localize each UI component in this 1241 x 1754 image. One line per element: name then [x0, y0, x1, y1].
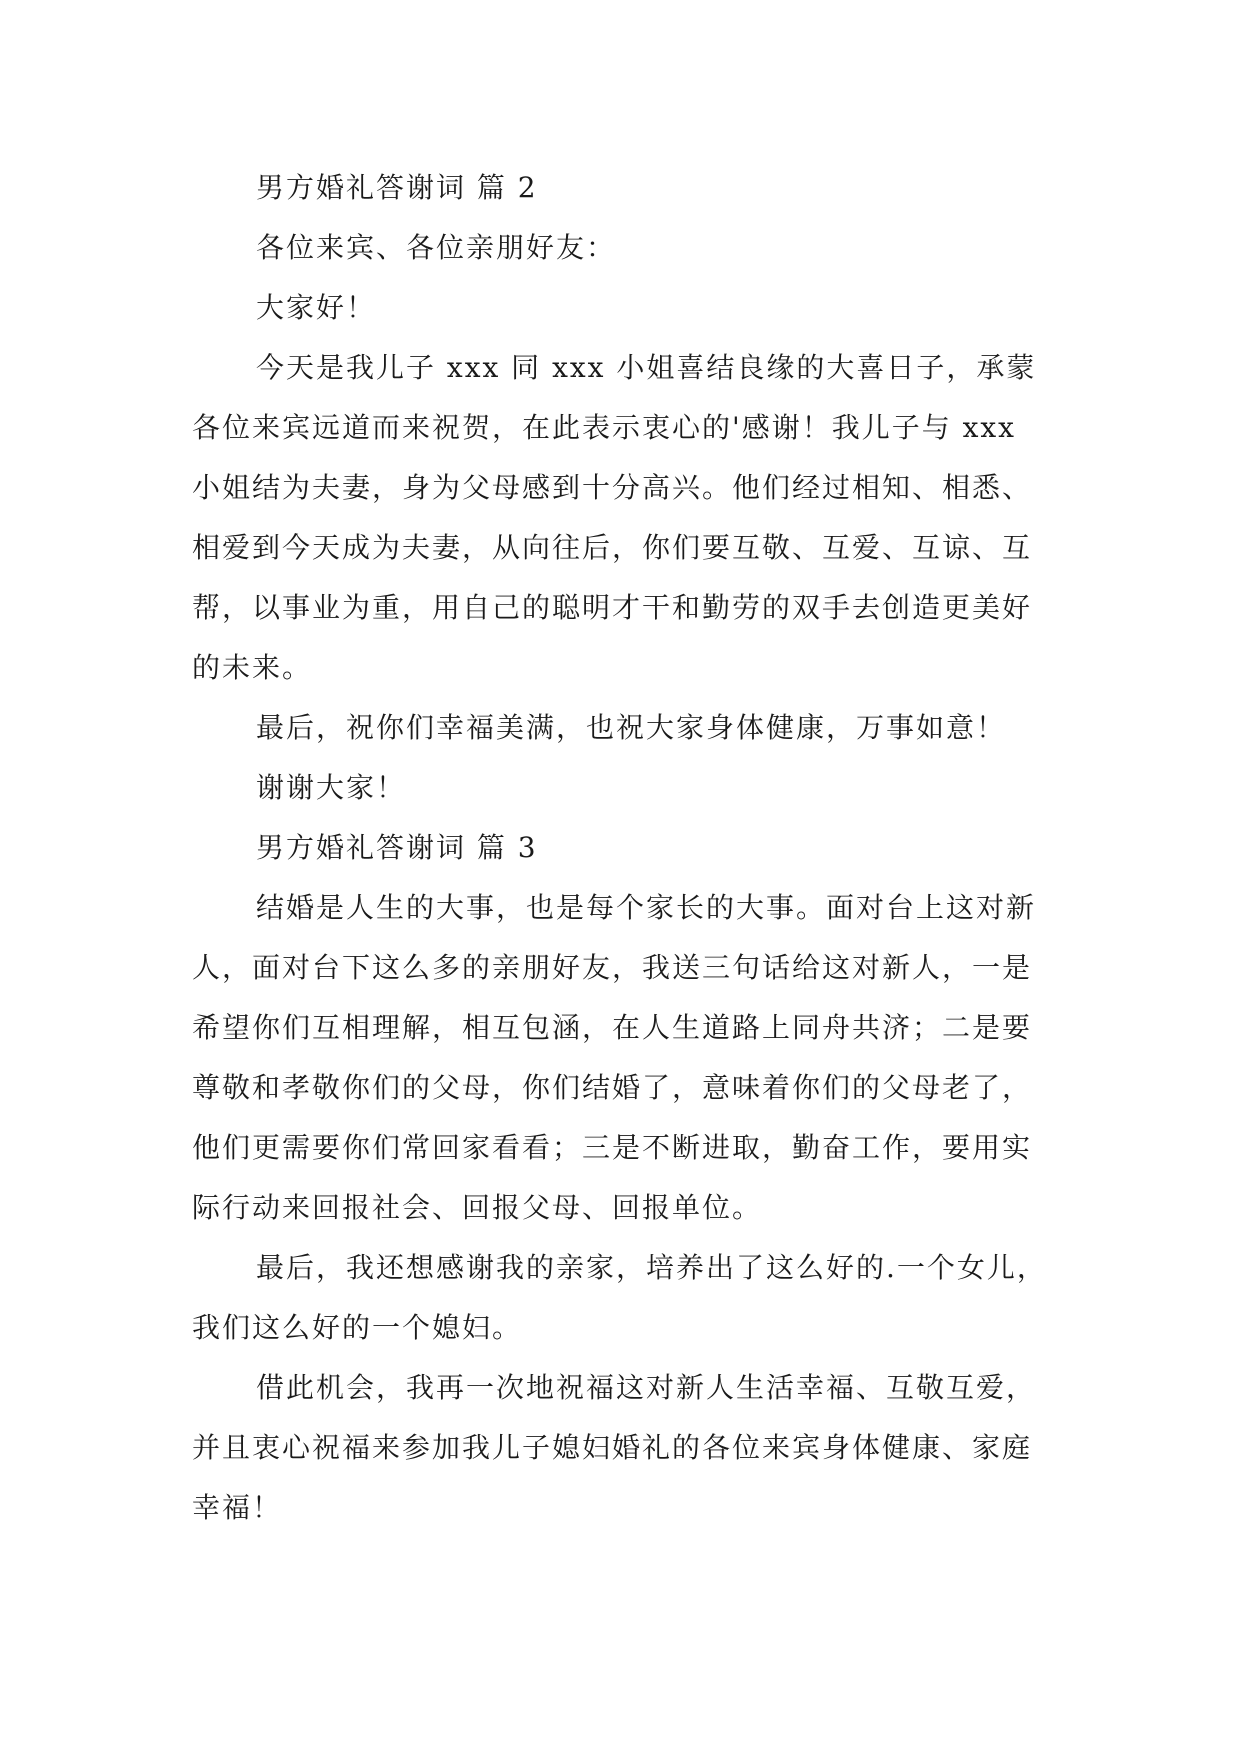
section-3-heading: 男方婚礼答谢词 篇 3: [256, 831, 538, 864]
section-2-heading: 男方婚礼答谢词 篇 2: [256, 171, 538, 204]
section-3-paragraph-3: 借此机会，我再一次地祝福这对新人生活幸福、互敬互爱，并且衷心祝福来参加我儿子媳妇婚礼的各位来宾身体健康、家庭幸福！: [192, 1371, 1037, 1524]
section-2-body: 今天是我儿子 xxx 同 xxx 小姐喜结良缘的大喜日子，承蒙各位来宾远道而来祝贺，在此表示衷心的'感谢！我儿子与 xxx 小姐结为夫妻，身为父母感到十分高兴。他们经过相知、相悉、相爱到今天成为夫妻，从向往后，你们要互敬、互爱、互谅、互帮，以事业为重，用自己的聪明才干和勤劳的双手去创造更美好的未来。: [192, 351, 1037, 684]
section-3-paragraph-2: 最后，我还想感谢我的亲家，培养出了这么好的.一个女儿，我们这么好的一个媳妇。: [192, 1251, 1047, 1344]
section-2-hello: 大家好！: [256, 291, 377, 324]
section-2-closing: 最后，祝你们幸福美满，也祝大家身体健康，万事如意！: [256, 711, 1007, 744]
section-2-thanks: 谢谢大家！: [256, 771, 407, 804]
section-2-greeting: 各位来宾、各位亲朋好友：: [256, 231, 617, 264]
document-body: [192, 158, 1050, 1538]
section-3-body: 结婚是人生的大事，也是每个家长的大事。面对台上这对新人，面对台下这么多的亲朋好友，我送三句话给这对新人，一是希望你们互相理解，相互包涵，在人生道路上同舟共济；二是要尊敬和孝敬你们的父母，你们结婚了，意味着你们的父母老了，他们更需要你们常回家看看；三是不断进取，勤奋工作，要用实际行动来回报社会、回报父母、回报单位。: [192, 891, 1037, 1224]
